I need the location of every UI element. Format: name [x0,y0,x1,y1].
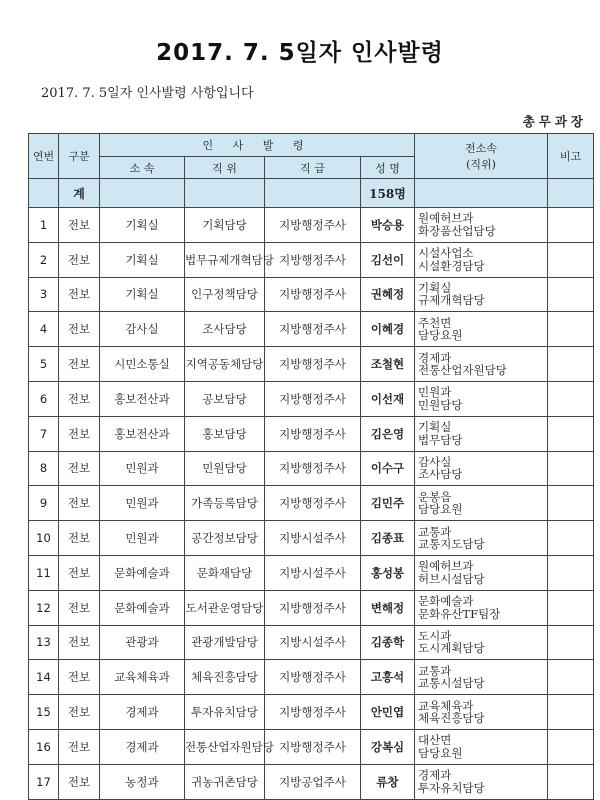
row-remarks [548,347,594,382]
row-grade: 지방행정주사 [265,312,361,347]
row-previous-position: 담당요원 [418,328,463,343]
row-previous-position: 교통지도담당 [418,537,485,552]
row-position: 홍보담당 [185,416,265,451]
row-grade: 지방행정주사 [265,695,361,730]
row-grade: 지방행정주사 [265,416,361,451]
row-grade: 지방시설주사 [265,521,361,556]
row-grade: 지방행정주사 [265,242,361,277]
total-count: 158명 [361,179,415,208]
row-previous-dept: 원예허브과 [418,211,474,226]
row-position: 공보담당 [185,381,265,416]
row-previous [415,451,548,486]
total-empty-cell [185,179,265,208]
row-position: 가족등록담당 [185,486,265,521]
row-remarks [548,277,594,312]
row-remarks [548,312,594,347]
row-name: 김종표 [361,521,415,556]
table-row [29,764,594,799]
row-previous-dept: 운봉읍 [418,489,452,504]
row-grade: 지방행정주사 [265,347,361,382]
row-type: 전보 [59,764,100,799]
header-appointment-group: 인 사 발 령 [100,134,415,157]
table-row [29,625,594,660]
table-row [29,660,594,695]
table-row [29,590,594,625]
row-type: 전보 [59,416,100,451]
header-previous-sub: (직위) [466,158,496,171]
department-label: 총무과장 [522,114,587,129]
row-previous-dept: 교통과 [418,524,452,539]
row-no: 1 [29,208,59,243]
document-subtitle: 2017. 7. 5일자 인사발령 사항입니다 [41,86,254,101]
header-name: 성 명 [361,157,415,179]
row-remarks [548,521,594,556]
row-remarks [548,660,594,695]
row-type: 전보 [59,242,100,277]
row-previous-dept: 교통과 [418,663,452,678]
row-name: 고흥석 [361,660,415,695]
row-no: 3 [29,277,59,312]
row-grade: 지방행정주사 [265,486,361,521]
table-row [29,416,594,451]
row-type: 전보 [59,625,100,660]
header-previous [415,134,548,179]
row-name: 김종학 [361,625,415,660]
appointment-table [28,133,594,800]
row-position: 관광개발담당 [185,625,265,660]
row-name: 조철현 [361,347,415,382]
row-remarks [548,625,594,660]
row-previous-position: 민원담당 [418,397,463,412]
row-remarks [548,764,594,799]
row-previous-dept: 원예허브과 [418,559,474,574]
row-no: 7 [29,416,59,451]
row-position: 체육진흥담당 [185,660,265,695]
row-affiliation: 관광과 [100,625,185,660]
row-previous-dept: 대산면 [418,733,452,748]
row-grade: 지방행정주사 [265,208,361,243]
table-body [29,208,594,800]
row-position: 법무규제개혁담당 [185,242,265,277]
row-previous-position: 투자유치담당 [418,780,485,795]
header-type: 구분 [59,134,100,179]
row-no: 4 [29,312,59,347]
row-affiliation: 홍보전산과 [100,381,185,416]
row-previous [415,521,548,556]
row-type: 전보 [59,486,100,521]
row-previous [415,312,548,347]
row-remarks [548,555,594,590]
total-empty-cell [548,179,594,208]
row-grade: 지방행정주사 [265,660,361,695]
row-affiliation: 문화예술과 [100,590,185,625]
row-position: 투자유치담당 [185,695,265,730]
table-row [29,695,594,730]
row-type: 전보 [59,729,100,764]
row-no: 9 [29,486,59,521]
row-previous-position: 화장품산업담당 [418,223,496,238]
row-name: 박승용 [361,208,415,243]
total-empty-cell [265,179,361,208]
row-type: 전보 [59,347,100,382]
row-previous-position: 문화유산TF팀장 [418,606,501,621]
row-previous [415,347,548,382]
row-previous-position: 법무담당 [418,432,463,447]
row-previous-position: 전통산업자원담당 [418,363,507,378]
header-position: 직 위 [185,157,265,179]
row-previous-position: 조사담당 [418,467,463,482]
row-remarks [548,416,594,451]
row-previous-position: 시설환경담당 [418,258,485,273]
row-previous [415,590,548,625]
row-affiliation: 홍보전산과 [100,416,185,451]
table-header [29,134,594,179]
row-type: 전보 [59,695,100,730]
row-grade: 지방행정주사 [265,729,361,764]
row-previous-position: 허브시설담당 [418,571,485,586]
row-previous-dept: 도시과 [418,628,452,643]
row-affiliation: 민원과 [100,451,185,486]
row-type: 전보 [59,277,100,312]
row-name: 김은영 [361,416,415,451]
row-affiliation: 민원과 [100,486,185,521]
row-affiliation: 경제과 [100,695,185,730]
row-name: 홍성봉 [361,555,415,590]
row-previous [415,277,548,312]
row-type: 전보 [59,451,100,486]
row-grade: 지방시설주사 [265,625,361,660]
row-grade: 지방행정주사 [265,277,361,312]
row-previous-dept: 민원과 [418,385,452,400]
row-no: 5 [29,347,59,382]
row-previous [415,729,548,764]
row-affiliation: 문화예술과 [100,555,185,590]
row-affiliation: 기획실 [100,208,185,243]
total-row [29,179,594,208]
row-no: 10 [29,521,59,556]
table-row [29,555,594,590]
table-row [29,242,594,277]
row-name: 류창 [361,764,415,799]
row-affiliation: 감사실 [100,312,185,347]
row-previous-position: 담당요원 [418,745,463,760]
row-grade: 지방시설주사 [265,555,361,590]
row-previous [415,486,548,521]
table-row [29,312,594,347]
row-previous [415,208,548,243]
row-grade: 지방행정주사 [265,451,361,486]
row-type: 전보 [59,590,100,625]
row-affiliation: 기획실 [100,242,185,277]
row-previous-dept: 시설사업소 [418,246,474,261]
row-affiliation: 교육체육과 [100,660,185,695]
header-no: 연번 [29,134,59,179]
row-no: 8 [29,451,59,486]
row-no: 17 [29,764,59,799]
row-previous [415,416,548,451]
row-position: 문화재담당 [185,555,265,590]
row-no: 16 [29,729,59,764]
table-row [29,729,594,764]
row-previous [415,695,548,730]
row-position: 귀농귀촌담당 [185,764,265,799]
total-empty-cell [100,179,185,208]
row-name: 안민엽 [361,695,415,730]
row-no: 15 [29,695,59,730]
row-position: 공간정보담당 [185,521,265,556]
row-previous-position: 담당요원 [418,502,463,517]
row-previous-position: 체육진흥담당 [418,711,485,726]
total-empty-cell [415,179,548,208]
table-row [29,208,594,243]
row-remarks [548,451,594,486]
row-affiliation: 경제과 [100,729,185,764]
row-position: 도서관운영담당 [185,590,265,625]
row-affiliation: 민원과 [100,521,185,556]
total-label: 계 [59,179,100,208]
header-grade: 직 급 [265,157,361,179]
row-remarks [548,729,594,764]
header-previous-label: 전소속 [465,142,497,155]
row-type: 전보 [59,312,100,347]
row-previous-position: 규제개혁담당 [418,293,485,308]
row-affiliation: 농정과 [100,764,185,799]
row-affiliation: 시민소통실 [100,347,185,382]
row-name: 김선이 [361,242,415,277]
row-previous-position: 도시계획담당 [418,641,485,656]
row-no: 13 [29,625,59,660]
row-previous [415,381,548,416]
row-position: 조사담당 [185,312,265,347]
row-previous-dept: 경제과 [418,768,452,783]
row-remarks [548,590,594,625]
row-previous-dept: 주천면 [418,315,452,330]
row-remarks [548,695,594,730]
table-row [29,451,594,486]
row-previous-position: 교통시설담당 [418,676,485,691]
row-name: 이혜경 [361,312,415,347]
row-previous [415,660,548,695]
table-row [29,521,594,556]
row-grade: 지방행정주사 [265,590,361,625]
row-type: 전보 [59,555,100,590]
row-name: 권혜정 [361,277,415,312]
row-previous-dept: 감사실 [418,454,452,469]
row-previous-dept: 문화예술과 [418,594,474,609]
row-no: 6 [29,381,59,416]
row-previous [415,764,548,799]
row-grade: 지방공업주사 [265,764,361,799]
row-type: 전보 [59,521,100,556]
row-name: 이수구 [361,451,415,486]
document-title: 2017. 7. 5일자 인사발령 [156,40,444,66]
row-previous-dept: 경제과 [418,350,452,365]
row-grade: 지방행정주사 [265,381,361,416]
row-remarks [548,381,594,416]
row-name: 변해정 [361,590,415,625]
row-no: 2 [29,242,59,277]
row-previous-dept: 교육체육과 [418,698,474,713]
row-type: 전보 [59,381,100,416]
row-no: 12 [29,590,59,625]
row-previous [415,625,548,660]
row-name: 김민주 [361,486,415,521]
row-position: 민원담당 [185,451,265,486]
row-previous [415,242,548,277]
row-previous-dept: 기획실 [418,420,452,435]
row-remarks [548,486,594,521]
total-no-cell [29,179,59,208]
row-type: 전보 [59,660,100,695]
row-affiliation: 기획실 [100,277,185,312]
row-position: 전통산업자원담당 [185,729,265,764]
table-row [29,347,594,382]
row-remarks [548,208,594,243]
row-previous-dept: 기획실 [418,280,452,295]
row-previous [415,555,548,590]
row-position: 기획담당 [185,208,265,243]
row-name: 강복심 [361,729,415,764]
row-remarks [548,242,594,277]
row-no: 14 [29,660,59,695]
table-row [29,381,594,416]
row-no: 11 [29,555,59,590]
header-affiliation: 소 속 [100,157,185,179]
table-row [29,486,594,521]
row-type: 전보 [59,208,100,243]
row-position: 지역공동체담당 [185,347,265,382]
table-row [29,277,594,312]
row-name: 이선재 [361,381,415,416]
header-remarks: 비고 [548,134,594,179]
row-position: 인구정책담당 [185,277,265,312]
